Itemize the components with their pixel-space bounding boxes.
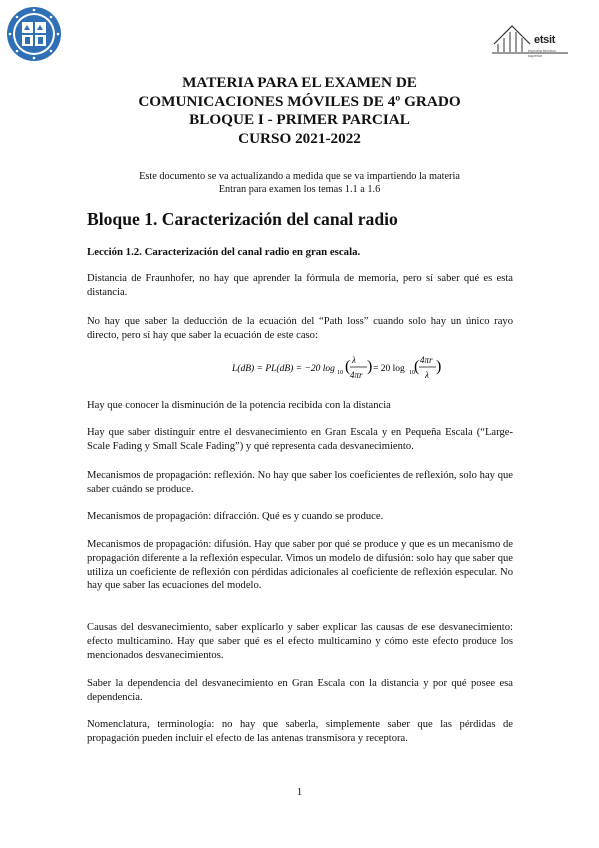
paragraph-reflection: Mecanismos de propagación: reflexión. No hay que saber los coeficientes de reflexión, solo hay que saber cuándo se produce. xyxy=(87,470,513,495)
etsit-logo xyxy=(490,18,570,60)
paragraph-large-scale-distance: Saber la dependencia del desvanecimiento en Gran Escala con la distancia y por qué posee esa dependencia. xyxy=(87,678,513,703)
university-seal-icon xyxy=(6,6,62,62)
etsit-logo-text: etsit xyxy=(534,34,556,46)
etsit-logo-subtext: escuela técnica superior xyxy=(528,48,556,58)
update-note xyxy=(0,171,599,196)
equation-log-base-2: 10 xyxy=(409,370,415,376)
equation-paren-open-1: ( xyxy=(345,358,351,375)
title-line-2: COMUNICACIONES MÓVILES DE 4º GRADO xyxy=(138,92,461,110)
equation-paren-close-2: ) xyxy=(436,358,442,375)
equation-denominator-1: 4πr xyxy=(350,370,363,380)
paragraph-nomenclature: Nomenclatura, terminología: no hay que saberla, simplemente saber que las pérdidas de propagación pueden incluir el efecto de las antenas transmisora y receptora. xyxy=(87,719,513,744)
paragraph-fraunhofer: Distancia de Fraunhofer, no hay que aprender la fórmula de memoria, pero sí saber qué es esta distancia. xyxy=(87,273,513,298)
paragraph-fading-types: Hay que saber distinguir entre el desvanecimiento en Gran Escala y en Pequeña Escala (“Large-Scale Fading y Small Scale Fading”) y qué representa cada desvanecimiento. xyxy=(87,427,513,452)
paragraph-scattering: Mecanismos de propagación: difusión. Hay que saber por qué se produce y que es un mecanismo de propagación diferente a la reflexión especular. Vimos un modelo de difusión: solo hay que saber que utiliza un coeficiente de reflexión con pérdidas adicionales al coeficiente de reflexión especular. No hay que saber las ecuaciones del modelo. xyxy=(87,539,513,592)
paragraph-power-distance: Hay que conocer la disminución de la potencia recibida con la distancia xyxy=(87,400,391,411)
title-line-3: BLOQUE I - PRIMER PARCIAL xyxy=(189,111,410,129)
paragraph-path-loss: No hay que saber la deducción de la ecuación del “Path loss” cuando solo hay un único rayo directo, pero sí hay que saber la ecuación de este caso: xyxy=(87,316,513,341)
paragraph-fading-causes: Causas del desvanecimiento, saber explicarlo y saber explicar las causas de ese desvanecimiento: efecto multicamino. Hay que saber qué es el efecto multicamino y cómo este efecto produce los mencionados desvanecimientos. xyxy=(87,622,513,661)
page-number: 1 xyxy=(296,786,303,798)
note-line-2: Entran para examen los temas 1.1 a 1.6 xyxy=(218,183,381,195)
university-logo xyxy=(6,6,62,62)
equation-paren-close-1: ) xyxy=(367,358,373,375)
paragraph-diffraction: Mecanismos de propagación: difracción. Qué es y cuando se produce. xyxy=(87,511,384,522)
equation-graphic xyxy=(0,350,599,384)
note-line-1: Este documento se va actualizando a medida que se va impartiendo la materia xyxy=(139,171,460,182)
title-line-1: MATERIA PARA EL EXAMEN DE xyxy=(182,74,417,91)
equation-numerator-2: 4πr xyxy=(420,355,433,365)
title-line-4: CURSO 2021-2022 xyxy=(238,129,361,147)
equation-denominator-2: λ xyxy=(425,370,429,380)
section-heading: Bloque 1. Caracterización del canal radio xyxy=(87,209,398,229)
path-loss-equation xyxy=(0,350,599,384)
equation-log-base-1: 10 xyxy=(337,370,343,376)
equation-numerator-1: λ xyxy=(352,355,356,365)
equation-mid: = 20 log xyxy=(373,364,405,374)
lesson-heading: Lección 1.2. Caracterización del canal radio en gran escala. xyxy=(87,246,361,258)
equation-paren-open-2: ( xyxy=(414,358,420,375)
document-title xyxy=(0,74,599,148)
equation-lhs: L(dB) = PL(dB) = −20 log xyxy=(232,364,335,374)
